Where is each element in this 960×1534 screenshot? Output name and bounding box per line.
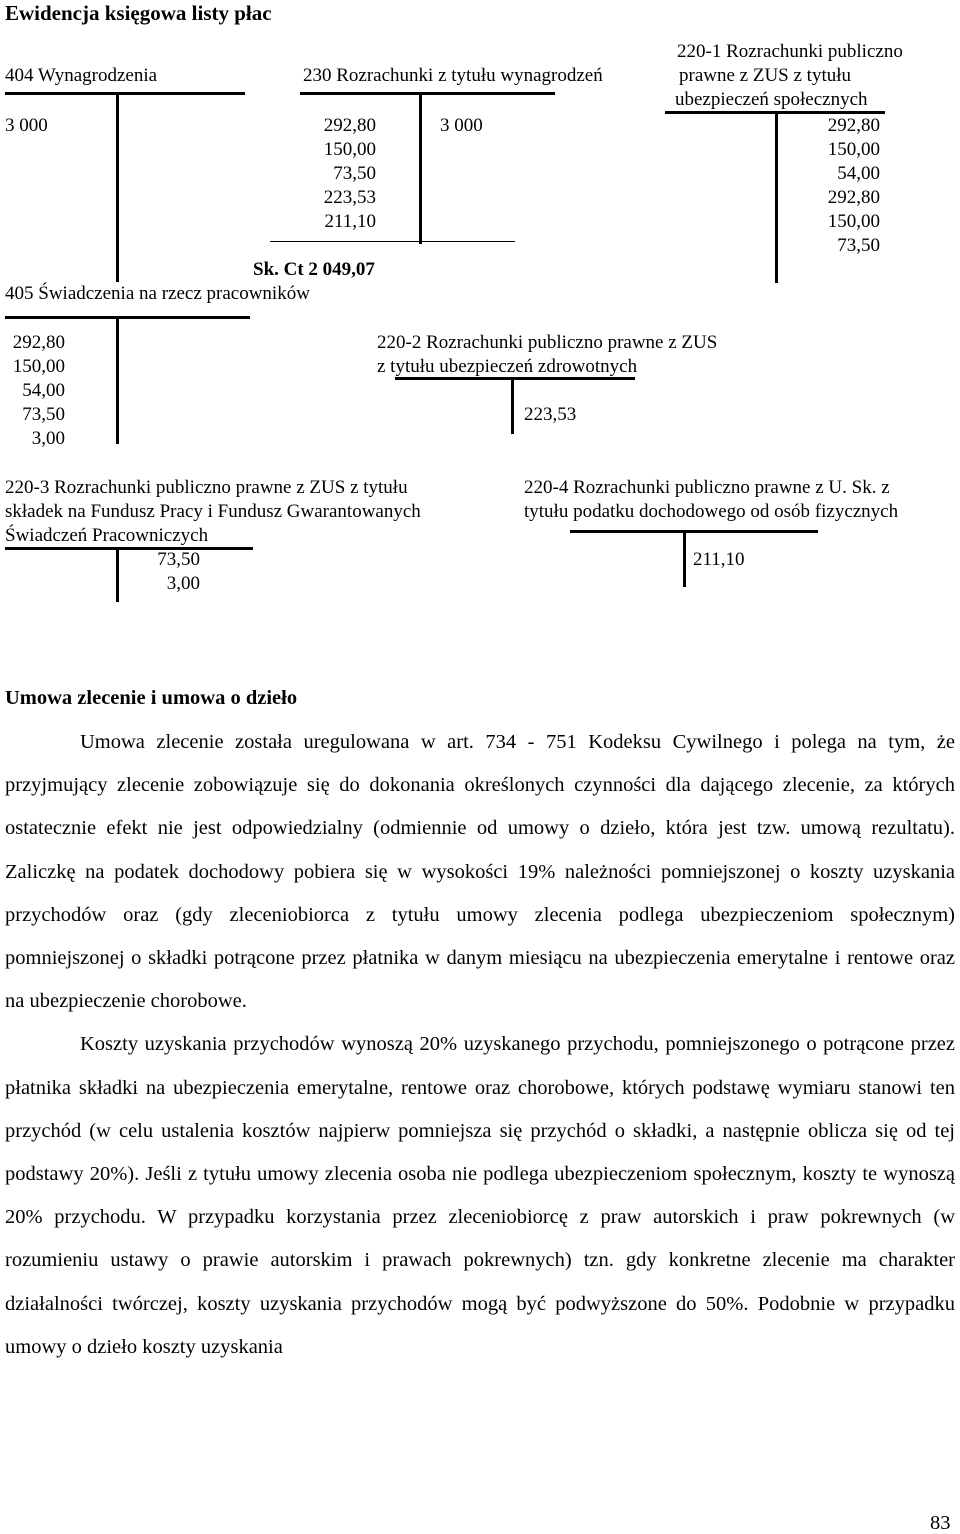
account-405-debit-entry: 292,80: [12, 332, 65, 353]
account-220-1-credit-entry: 292,80: [827, 115, 880, 136]
account-230-debit-entry: 211,10: [324, 211, 376, 232]
account-220-4-title-line: 220-4 Rozrachunki publiczno prawne z U. Sk. z: [524, 477, 890, 498]
account-220-1-credit-entry: 150,00: [827, 139, 880, 160]
account-404-divider: [116, 92, 119, 282]
account-220-3-title-line: 220-3 Rozrachunki publiczno prawne z ZUS z tytułu: [5, 477, 408, 498]
account-220-4-divider: [683, 530, 686, 587]
account-220-3-credit-entry: 73,50: [157, 549, 200, 570]
body-text: [5, 721, 955, 1369]
account-230-title: 230 Rozrachunki z tytułu wynagrodzeń: [303, 65, 603, 86]
account-220-4-title-line: tytułu podatku dochodowego od osób fizycznych: [524, 501, 899, 522]
account-405-debit-entry: 3,00: [31, 428, 65, 449]
account-220-3-top-line: [5, 547, 253, 550]
account-220-2-credit-entry: 223,53: [524, 404, 577, 425]
account-230-credit-entry: 3 000: [440, 115, 483, 136]
account-220-1-credit-entry: 150,00: [827, 211, 880, 232]
account-220-2-divider: [511, 377, 514, 434]
account-405-debit-entry: 150,00: [12, 356, 65, 377]
account-405-top-line: [5, 316, 250, 319]
account-405-debit-entry: 54,00: [22, 380, 65, 401]
account-220-1-credit-entry: 54,00: [837, 163, 880, 184]
account-230-top-line: [300, 92, 555, 95]
account-220-3-credit-entry: 3,00: [166, 573, 200, 594]
account-230-debit-entry: 292,80: [323, 115, 376, 136]
account-405-debit-entry: 73,50: [22, 404, 65, 425]
account-404-top-line: [5, 92, 245, 95]
account-220-3-title-line: Świadczeń Pracowniczych: [5, 525, 209, 546]
account-220-1-title-line: ubezpieczeń społecznych: [675, 89, 868, 110]
section-heading: Umowa zlecenie i umowa o dzieło: [5, 687, 298, 709]
account-404-debit-entry: 3 000: [5, 115, 48, 136]
account-220-1-title-line: prawne z ZUS z tytułu: [679, 65, 852, 86]
account-220-3-divider: [116, 547, 119, 602]
account-230-balance-text: Sk. Ct 2 049,07: [253, 259, 375, 280]
account-405-divider: [116, 316, 119, 444]
account-404-title: 404 Wynagrodzenia: [5, 65, 158, 86]
account-230-balance: [253, 259, 375, 281]
account-220-4-credit-entry: 211,10: [693, 549, 745, 570]
account-220-1-title-line: 220-1 Rozrachunki publiczno: [677, 41, 903, 62]
account-220-3-title-line: składek na Fundusz Pracy i Fundusz Gwarantowanych: [5, 501, 421, 522]
account-230-debit-entry: 150,00: [323, 139, 376, 160]
account-220-2-title-line: z tytułu ubezpieczeń zdrowotnych: [377, 356, 638, 377]
account-220-2-title-line: 220-2 Rozrachunki publiczno prawne z ZUS: [377, 332, 718, 353]
paragraph-1: Umowa zlecenie została uregulowana w art. 734 - 751 Kodeksu Cywilnego i polega na tym, że przyjmujący zlecenie zobowiązuje się do dokonania określonych czynności dla dającego zlecenie, za których ostatecznie efekt nie jest odpowiedzialny (odmiennie od umowy o dzieło, która jest tzw. umową rezultatu). Zaliczkę na podatek dochodowy pobiera się w wysokości 19% należności pomniejszonej o koszty uzyskania przychodów oraz (gdy zleceniobiorca z tytułu umowy zlecenia podlega ubezpieczeniom społecznym) pomniejszonej o składki potrącone przez płatnika w danym miesiącu na ubezpieczenia emerytalne i rentowe oraz na ubezpieczenie chorobowe.: [5, 731, 955, 1013]
account-220-2-top-line: [395, 377, 635, 380]
account-220-1-divider: [775, 111, 778, 283]
page-title: Ewidencja księgowa listy płac: [5, 1, 272, 25]
account-405-title: 405 Świadczenia na rzecz pracowników: [5, 283, 310, 304]
account-220-1-credit-entry: 73,50: [837, 235, 880, 256]
account-220-4-top-line: [570, 530, 818, 533]
account-220-1-credit-entry: 292,80: [827, 187, 880, 208]
account-230-divider: [419, 92, 422, 244]
account-230-debit-entry: 223,53: [323, 187, 376, 208]
account-230-debit-entry: 73,50: [333, 163, 376, 184]
account-230-sum-line: [270, 241, 515, 242]
page-number: 83: [930, 1512, 951, 1534]
paragraph-2: Koszty uzyskania przychodów wynoszą 20% uzyskanego przychodu, pomniejszonego o potrącone przez płatnika składki na ubezpieczenia emerytalne, rentowe oraz chorobowe, których podstawę wymiaru stanowi ten przychód (w celu ustalenia kosztów najpierw pomniejsza się przychód o składki, a następnie oblicza się od tej podstawy 20%). Jeśli z tytułu umowy zlecenia osoba nie podlega ubezpieczeniom społecznym, koszty te wynoszą 20% przychodu. W przypadku korzystania przez zleceniobiorcę z praw autorskich i praw pokrewnych (w rozumieniu ustawy o prawie autorskim i prawach pokrewnych) tzn. gdy konkretne zlecenie ma charakter działalności twórczej, koszty uzyskania przychodów mogą być podwyższone do 50%. Podobnie w przypadku umowy o dzieło koszty uzyskania: [5, 1033, 955, 1358]
